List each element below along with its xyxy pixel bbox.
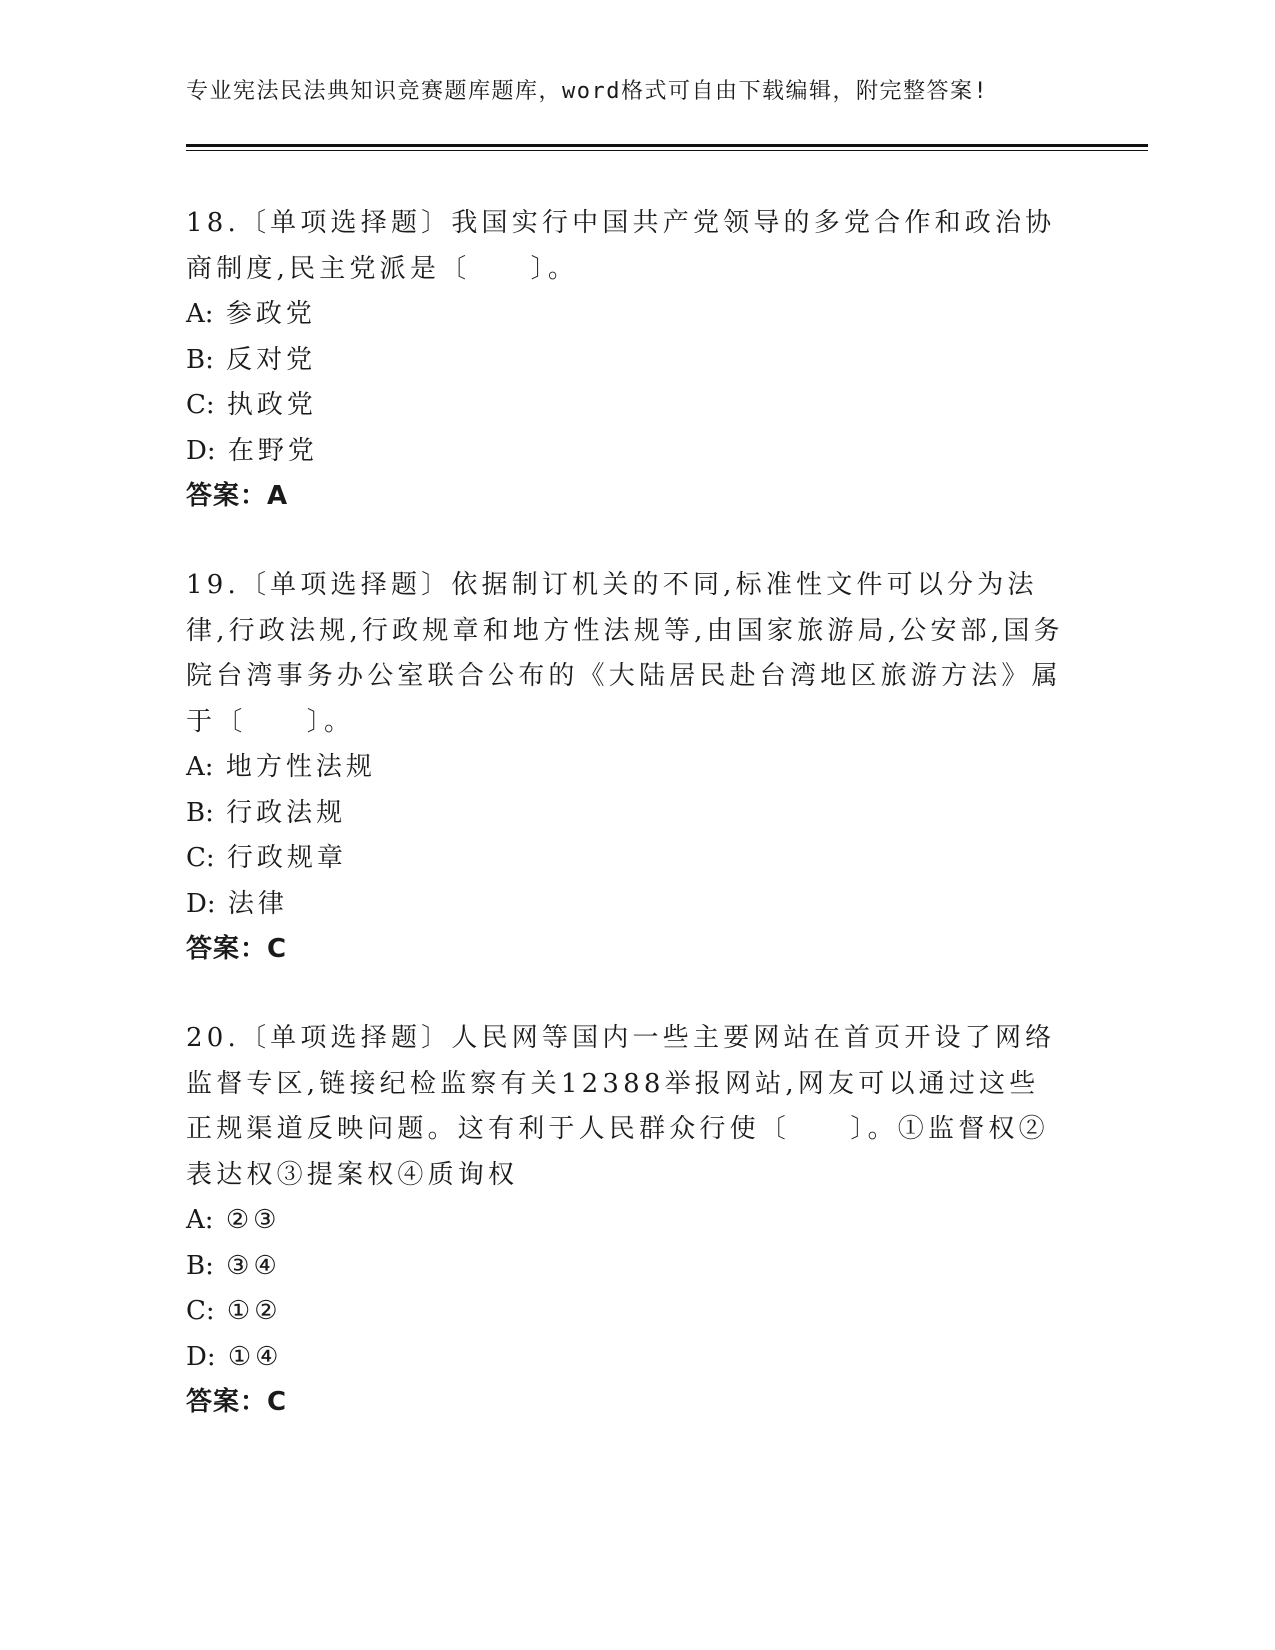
option-b: B: 行政法规 — [186, 797, 347, 828]
page-header-title: 专业宪法民法典知识竞赛题库题库，word格式可自由下载编辑，附完整答案! — [186, 79, 989, 104]
option-text: ②③ — [225, 1205, 281, 1235]
option-text: 参政党 — [225, 299, 316, 329]
option-c: C: ①② — [186, 1296, 282, 1326]
option-a: A: ②③ — [186, 1205, 281, 1235]
option-d: D: 法律 — [186, 888, 288, 919]
option-c: C: 行政规章 — [186, 843, 347, 873]
question-18 — [186, 201, 1066, 520]
question-stem: 20.〔单项选择题〕人民网等国内一些主要网站在首页开设了网络监督专区,链接纪检监察有关12388举报网站,网友可以通过这些正规渠道反映问题。这有利于人民群众行使〔 〕。①监督权②表达权③提案权④质询权 — [186, 1023, 1056, 1190]
answer-label: 答案：A — [186, 481, 289, 511]
option-text: 反对党 — [226, 344, 317, 375]
option-c: C: 执政党 — [186, 390, 317, 420]
option-text: 行政规章 — [226, 843, 347, 873]
option-text: 执政党 — [226, 390, 317, 420]
question-20 — [186, 1016, 1066, 1426]
option-b: B: 反对党 — [186, 344, 317, 375]
option-text: 地方性法规 — [225, 752, 376, 782]
header-divider-thin — [186, 150, 1148, 151]
option-text: ③④ — [226, 1250, 281, 1281]
header-divider-thick — [186, 144, 1148, 147]
question-stem: 19.〔单项选择题〕依据制订机关的不同,标准性文件可以分为法律,行政法规,行政规章和地方性法规等,由国家旅游局,公安部,国务院台湾事务办公室联合公布的《大陆居民赴台湾地区旅游方法》属于〔 〕。 — [186, 570, 1064, 737]
option-text: 在野党 — [227, 435, 318, 466]
answer-label: 答案：C — [186, 934, 288, 964]
option-text: ①④ — [227, 1341, 283, 1372]
option-d: D: ①④ — [186, 1341, 283, 1372]
option-a: A: 参政党 — [186, 299, 316, 329]
option-b: B: ③④ — [186, 1250, 281, 1281]
option-d: D: 在野党 — [186, 435, 318, 466]
option-text: ①② — [226, 1296, 282, 1326]
answer-label: 答案：C — [186, 1387, 288, 1417]
question-19 — [186, 563, 1066, 973]
option-text: 法律 — [227, 888, 288, 919]
option-a: A: 地方性法规 — [186, 752, 376, 782]
question-stem: 18.〔单项选择题〕我国实行中国共产党领导的多党合作和政治协商制度,民主党派是〔 〕。 — [186, 208, 1056, 284]
option-text: 行政法规 — [226, 797, 347, 828]
